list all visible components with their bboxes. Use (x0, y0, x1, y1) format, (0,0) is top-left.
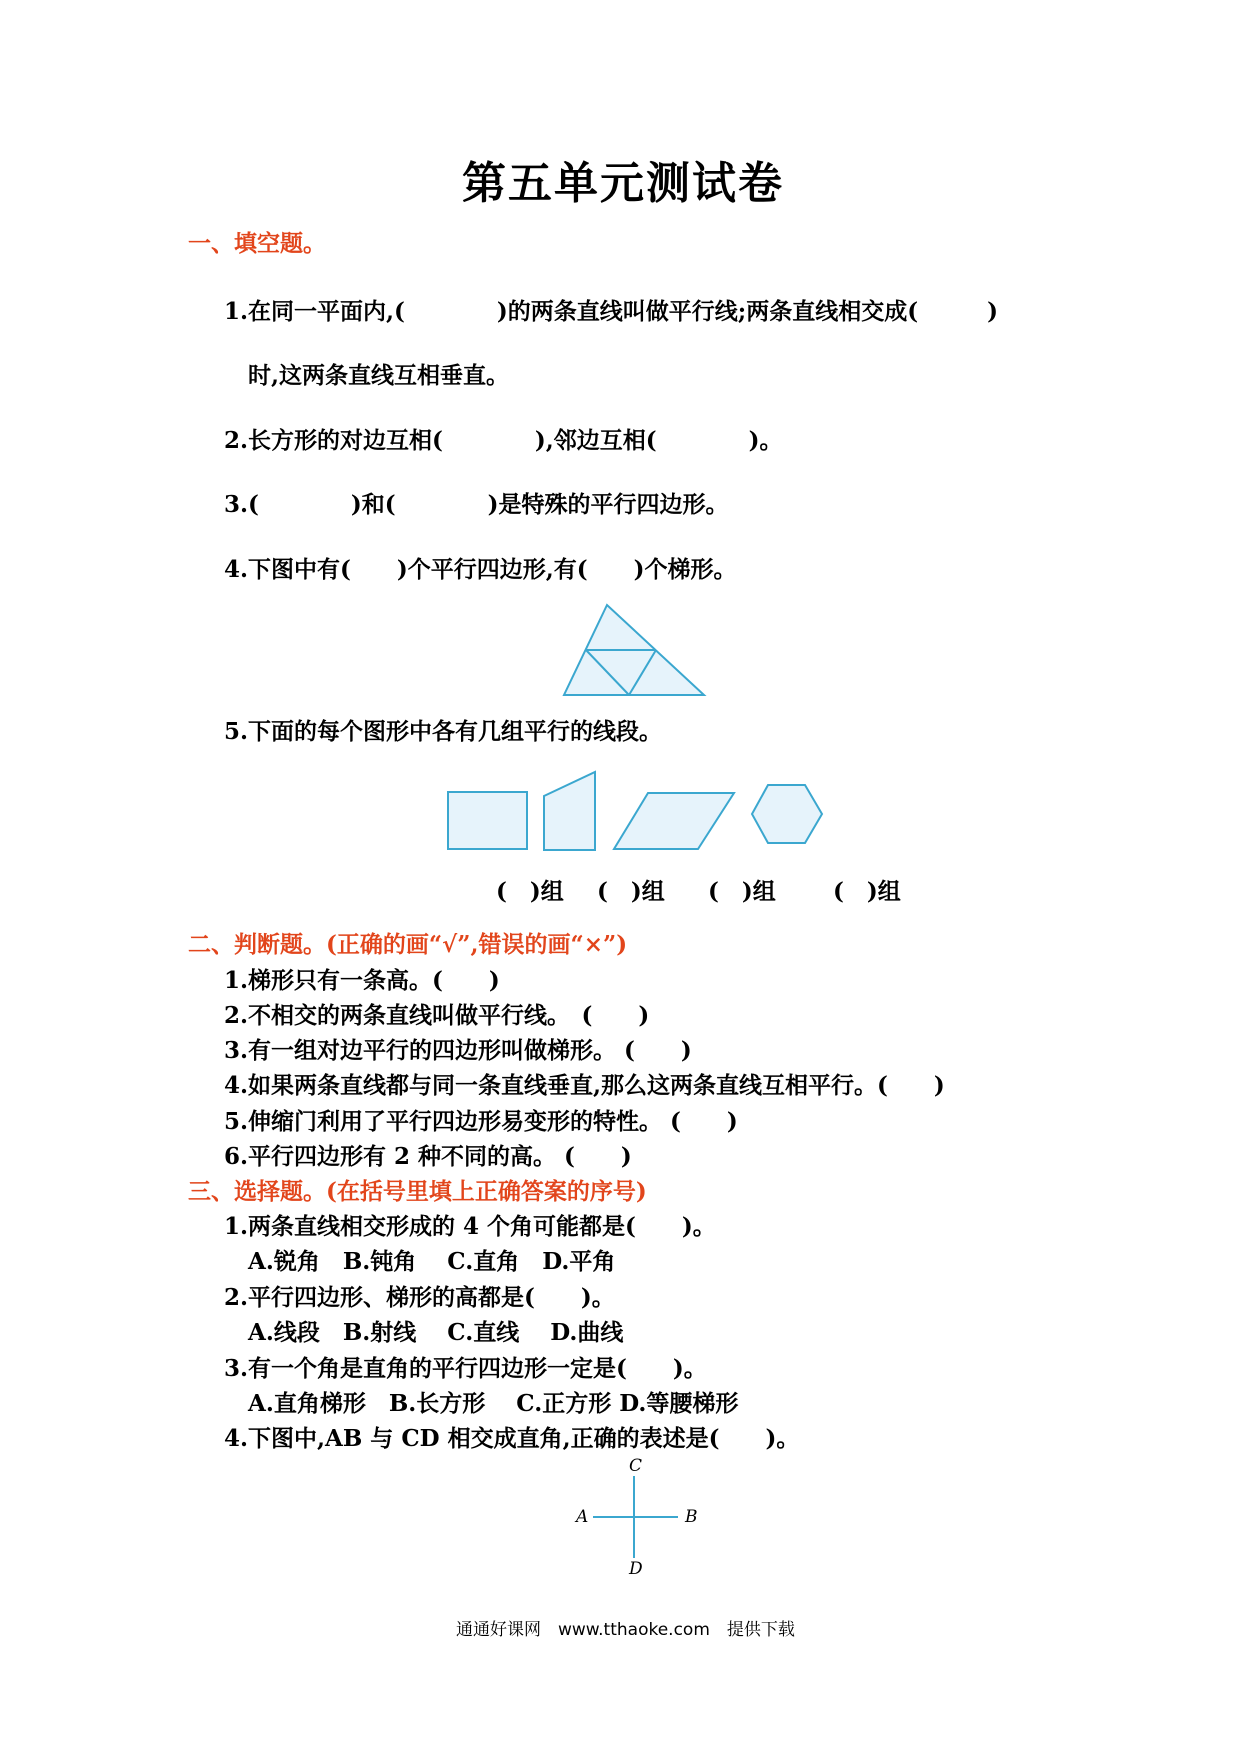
blank-trapezoid: ( )组 (597, 878, 665, 905)
fill-q1-line1: 1.在同一平面内,( )的两条直线叫做平行线;两条直线相交成( ) (224, 298, 999, 325)
judge-item-6: 6.平行四边形有 2 种不同的高。 ( ) (224, 1143, 632, 1170)
fill-q1-line2: 时,这两条直线互相垂直。 (248, 362, 510, 389)
label-c: C (629, 1456, 643, 1476)
triangle-figure (562, 603, 712, 699)
judge-item-4: 4.如果两条直线都与同一条直线垂直,那么这两条直线互相平行。( ) (224, 1072, 945, 1099)
page-title: 第五单元测试卷 (462, 158, 784, 209)
judge-item-1: 1.梯形只有一条高。( ) (224, 967, 500, 994)
fill-q3: 3.( )和( )是特殊的平行四边形。 (224, 491, 729, 518)
section-1-heading: 一、填空题。 (188, 230, 326, 257)
fill-q2: 2.长方形的对边互相( ),邻边互相( )。 (224, 427, 783, 454)
hexagon-figure (750, 783, 824, 845)
choice-q2: 2.平行四边形、梯形的高都是( )。 (224, 1284, 615, 1311)
fill-q4: 4.下图中有( )个平行四边形,有( )个梯形。 (224, 556, 737, 583)
section-2-heading: 二、判断题。(正确的画“√”,错误的画“×”) (188, 931, 628, 958)
judge-item-3: 3.有一组对边平行的四边形叫做梯形。 ( ) (224, 1037, 692, 1064)
parallelogram-figure (612, 791, 736, 851)
blank-hexagon: ( )组 (833, 878, 901, 905)
blank-rectangle: ( )组 (496, 878, 564, 905)
fill-q5: 5.下面的每个图形中各有几组平行的线段。 (224, 718, 663, 745)
label-b: B (685, 1507, 698, 1527)
trapezoid-figure (542, 770, 598, 852)
choice-q1-options: A.锐角 B.钝角 C.直角 D.平角 (248, 1248, 616, 1275)
choice-q2-options: A.线段 B.射线 C.直线 D.曲线 (248, 1319, 624, 1346)
blank-parallelogram: ( )组 (708, 878, 776, 905)
rectangle-figure (447, 791, 529, 851)
section-3-heading: 三、选择题。(在括号里填上正确答案的序号) (188, 1178, 647, 1205)
choice-q1: 1.两条直线相交形成的 4 个角可能都是( )。 (224, 1213, 716, 1240)
choice-q3-options: A.直角梯形 B.长方形 C.正方形 D.等腰梯形 (248, 1390, 739, 1417)
judge-item-2: 2.不相交的两条直线叫做平行线。 ( ) (224, 1002, 650, 1029)
choice-q3: 3.有一个角是直角的平行四边形一定是( )。 (224, 1355, 707, 1382)
choice-q4: 4.下图中,AB 与 CD 相交成直角,正确的表述是( )。 (224, 1425, 800, 1452)
label-d: D (629, 1559, 643, 1579)
footer-text: 通通好课网 www.tthaoke.com 提供下载 (456, 1620, 795, 1640)
label-a: A (576, 1507, 589, 1527)
judge-item-5: 5.伸缩门利用了平行四边形易变形的特性。 ( ) (224, 1108, 738, 1135)
